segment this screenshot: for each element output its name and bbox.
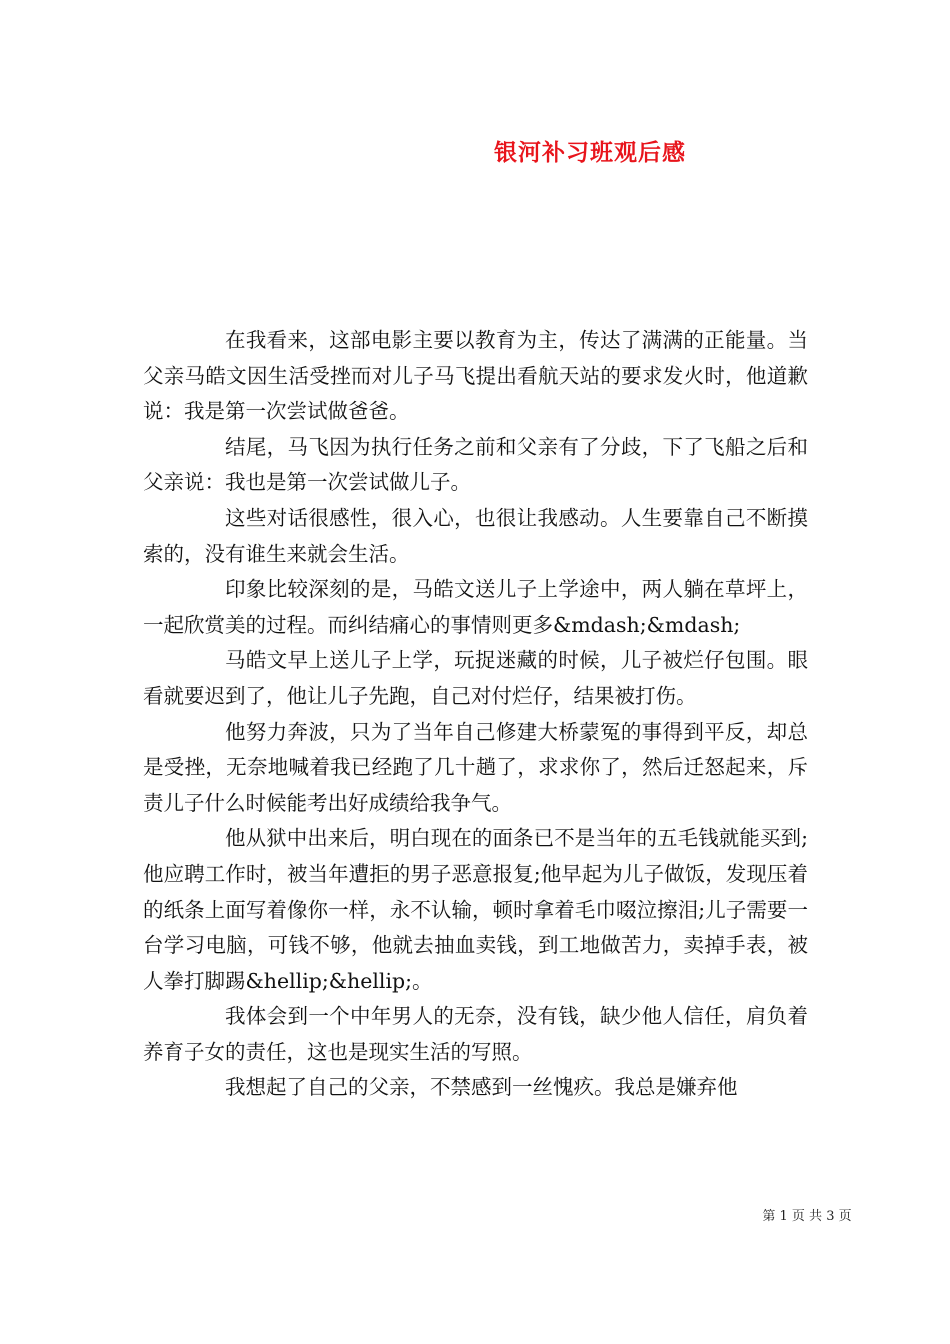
paragraph: 他从狱中出来后，明白现在的面条已不是当年的五毛钱就能买到;他应聘工作时，被当年遭拒的男子恶意报复;他早起为儿子做饭，发现压着的纸条上面写着像你一样，永不认输，顿时拿着毛巾啜泣擦泪;儿子需要一台学习电脑，可钱不够，他就去抽血卖钱，到工地做苦力，卖掉手表，被人拳打脚踢&hellip;&hellip;。 bbox=[143, 826, 808, 993]
paragraph: 我想起了自己的父亲，不禁感到一丝愧疚。我总是嫌弃他 bbox=[225, 1075, 738, 1100]
paragraph: 印象比较深刻的是，马皓文送儿子上学途中，两人躺在草坪上，一起欣赏美的过程。而纠结痛心的事情则更多&mdash;&mdash; bbox=[143, 577, 808, 637]
paragraph: 我体会到一个中年男人的无奈，没有钱，缺少他人信任，肩负着养育子女的责任，这也是现实生活的写照。 bbox=[143, 1004, 808, 1064]
paragraph: 结尾，马飞因为执行任务之前和父亲有了分歧，下了飞船之后和父亲说：我也是第一次尝试做儿子。 bbox=[143, 434, 808, 495]
paragraph: 在我看来，这部电影主要以教育为主，传达了满满的正能量。当父亲马皓文因生活受挫而对儿子马飞提出看航天站的要求发火时，他道歉说：我是第一次尝试做爸爸。 bbox=[143, 328, 808, 424]
paragraph: 马皓文早上送儿子上学，玩捉迷藏的时候，儿子被烂仔包围。眼看就要迟到了，他让儿子先跑，自己对付烂仔，结果被打伤。 bbox=[143, 648, 808, 708]
paragraph: 这些对话很感性，很入心，也很让我感动。人生要靠自己不断摸索的，没有谁生来就会生活。 bbox=[143, 505, 808, 566]
document-body bbox=[143, 323, 808, 1106]
paragraph: 他努力奔波，只为了当年自己修建大桥蒙冤的事得到平反，却总是受挫，无奈地喊着我已经跑了几十趟了，求求你了，然后迁怒起来，斥责儿子什么时候能考出好成绩给我争气。 bbox=[143, 719, 808, 815]
page-number-footer: 第 1 页 共 3 页 bbox=[762, 1209, 852, 1224]
document-title: 银河补习班观后感 bbox=[494, 139, 686, 166]
